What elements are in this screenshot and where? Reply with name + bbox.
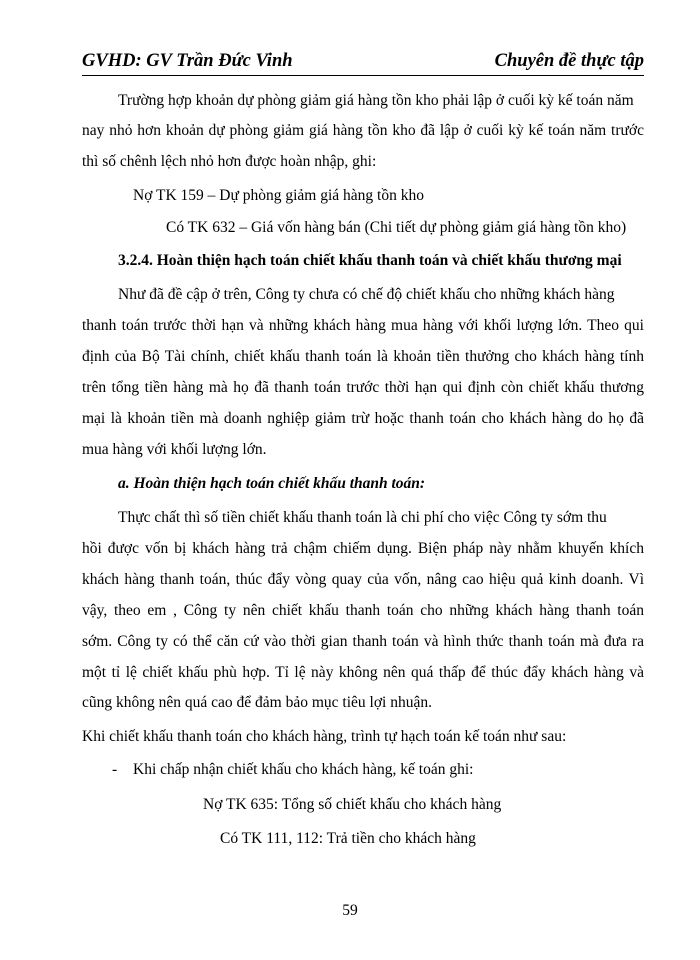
paragraph-line: nay nhỏ hơn khoản dự phòng giảm giá hàng tồn kho đã lập ở cuối kỳ kế toán năm trước bbox=[82, 122, 644, 139]
paragraph-line: mua hàng với khối lượng lớn. bbox=[82, 441, 267, 458]
section-heading: 3.2.4. Hoàn thiện hạch toán chiết khấu thanh toán và chiết khấu thương mại bbox=[118, 252, 622, 269]
header-document-type: Chuyên đề thực tập bbox=[494, 51, 644, 71]
page-header bbox=[82, 44, 644, 72]
paragraph-line: khách hàng thanh toán, thúc đẩy vòng quay của vốn, nâng cao hiệu quả kinh doanh. Vì bbox=[82, 571, 644, 588]
paragraph-line: Thực chất thì số tiền chiết khấu thanh toán là chi phí cho việc Công ty sớm thu bbox=[118, 509, 607, 526]
paragraph-line: Khi chiết khấu thanh toán cho khách hàng, trình tự hạch toán kế toán như sau: bbox=[82, 728, 567, 745]
paragraph-line: Trường hợp khoản dự phòng giảm giá hàng tồn kho phải lập ở cuối kỳ kế toán năm bbox=[118, 92, 634, 109]
paragraph-line: thanh toán trước thời hạn và những khách hàng mua hàng với khối lượng lớn. Theo qui bbox=[82, 317, 644, 334]
paragraph-line: vậy, theo em , Công ty nên chiết khấu thanh toán cho những khách hàng thanh toán bbox=[82, 602, 644, 619]
paragraph-line: sớm. Công ty có thể căn cứ vào thời gian thanh toán và hình thức thanh toán mà đưa ra bbox=[82, 633, 644, 650]
journal-entry-credit: Có TK 632 – Giá vốn hàng bán (Chi tiết dự phòng giảm giá hàng tồn kho) bbox=[166, 219, 627, 236]
paragraph-line: định của Bộ Tài chính, chiết khấu thanh toán là khoản tiền thưởng cho khách hàng tính bbox=[82, 348, 644, 365]
paragraph-line: trên tổng tiền hàng mà họ đã thanh toán trước thời hạn qui định còn chiết khấu thương bbox=[82, 379, 644, 396]
journal-entry-credit: Có TK 111, 112: Trả tiền cho khách hàng bbox=[220, 830, 476, 847]
paragraph-line: thì số chênh lệch nhỏ hơn được hoàn nhập, ghi: bbox=[82, 153, 377, 170]
journal-entry-debit: Nợ TK 635: Tổng số chiết khấu cho khách hàng bbox=[203, 796, 502, 813]
paragraph-line: mại là khoản tiền mà doanh nghiệp giảm trừ hoặc thanh toán cho khách hàng do họ đã bbox=[82, 410, 644, 427]
journal-entry-debit: Nợ TK 159 – Dự phòng giảm giá hàng tồn kho bbox=[133, 187, 424, 204]
header-advisor: GVHD: GV Trần Đức Vinh bbox=[82, 51, 293, 71]
paragraph-line: Như đã đề cập ở trên, Công ty chưa có chế độ chiết khấu cho những khách hàng bbox=[118, 286, 615, 303]
page-number: 59 bbox=[342, 902, 358, 919]
bullet-marker: - bbox=[112, 761, 118, 778]
subsection-heading: a. Hoàn thiện hạch toán chiết khấu thanh toán: bbox=[118, 475, 426, 492]
paragraph-line: hồi được vốn bị khách hàng trả chậm chiếm dụng. Biện pháp này nhằm khuyến khích bbox=[82, 540, 644, 557]
paragraph-line: cũng không nên quá cao để đảm bảo mục tiêu lợi nhuận. bbox=[82, 694, 432, 711]
header-divider bbox=[82, 75, 644, 76]
bullet-item: Khi chấp nhận chiết khấu cho khách hàng, kế toán ghi: bbox=[133, 761, 474, 778]
paragraph-line: một tỉ lệ chiết khấu phù hợp. Tỉ lệ này không nên quá thấp để thúc đẩy khách hàng và bbox=[82, 664, 644, 681]
